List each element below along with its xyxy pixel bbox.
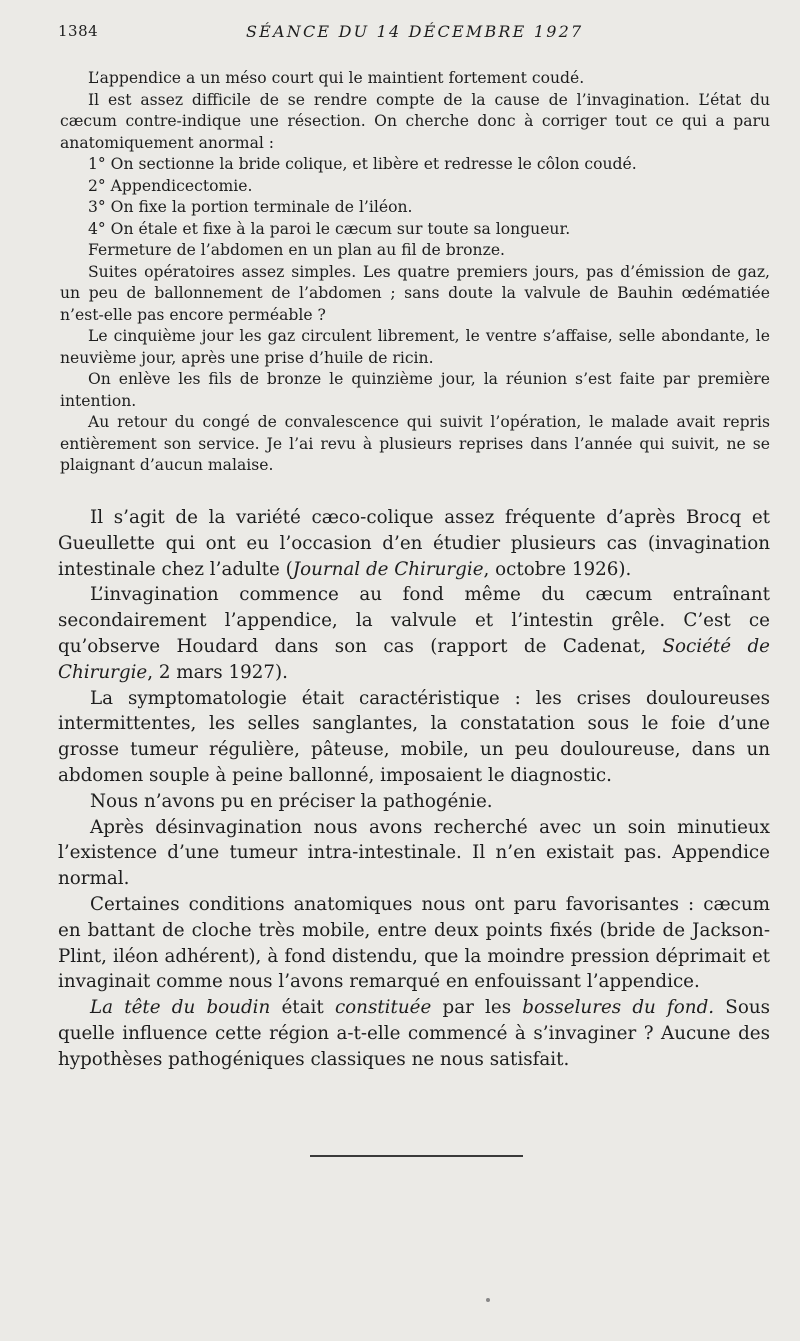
paragraph bbox=[58, 995, 770, 1072]
page-number: 1384 bbox=[58, 22, 99, 40]
text-run: , 2 mars 1927). bbox=[147, 661, 288, 683]
paragraph: Il est assez difficile de se rendre compte de la cause de l’invagination. L’état du cæcum contre-indique une résection. On cherche donc à corriger tout ce qui a paru anatomiquement anormal : bbox=[60, 90, 770, 152]
text-run: L’invagination commence au fond même du cæcum entraînant secondairement l’appendice, la valvule et l’intestin grêle. C’est ce qu’observe Houdard dans son cas (rapport de Cadenat, bbox=[58, 584, 770, 657]
paragraph: Après désinvagination nous avons recherché avec un soin minutieux l’existence d’une tumeur intra-intestinale. Il n’en existait pas. Appendice normal. bbox=[58, 816, 770, 890]
text-run: par les bbox=[431, 997, 523, 1019]
closing-rule bbox=[310, 1155, 523, 1157]
discussion-text bbox=[58, 505, 770, 1073]
case-report-text bbox=[60, 68, 770, 477]
print-speck bbox=[486, 1298, 490, 1302]
journal-title: Journal de Chirurgie bbox=[292, 558, 484, 580]
society-name: Société de Chirurgie bbox=[58, 635, 770, 683]
paragraph: Le cinquième jour les gaz circulent librement, le ventre s’affaise, selle abondante, le neuvième jour, après une prise d’huile de ricin. bbox=[60, 327, 770, 367]
italic-run: constituée bbox=[334, 997, 432, 1019]
paragraph: Au retour du congé de convalescence qui suivit l’opération, le malade avait repris entièrement son service. Je l’ai revu à plusieurs reprises dans l’année qui suivit, ne se plaignant d’aucun malaise. bbox=[60, 413, 770, 474]
list-item: 1° On sectionne la bride colique, et libère et redresse le côlon coudé. bbox=[88, 155, 637, 173]
running-title: SÉANCE DU 14 DÉCEMBRE 1927 bbox=[246, 22, 584, 41]
paragraph: On enlève les fils de bronze le quinzième jour, la réunion s’est faite par première intention. bbox=[60, 370, 770, 410]
italic-run: bosselures du fond. bbox=[522, 997, 715, 1019]
paragraph: Suites opératoires assez simples. Les quatre premiers jours, pas d’émission de gaz, un peu de ballonnement de l’abdomen ; sans doute la valvule de Bauhin œdématiée n’est-elle pas encore perméable ? bbox=[60, 262, 770, 324]
italic-run: La tête du boudin bbox=[90, 997, 271, 1019]
list-item: 2° Appendicectomie. bbox=[88, 176, 253, 195]
text-run: était bbox=[270, 997, 335, 1019]
text-run: Sous quelle influence cette région a-t-elle commencé à s’invaginer ? Aucune des hypothèses pathogéniques classiques ne nous satisfait. bbox=[58, 997, 770, 1070]
text-run: Il s’agit de la variété cæco-colique assez fréquente d’après Brocq et Gueullette qui ont eu l’occasion d’en étudier plusieurs cas (invagination intestinale chez l’adulte ( bbox=[58, 507, 770, 580]
list-item: 3° On fixe la portion terminale de l’iléon. bbox=[88, 198, 413, 216]
paragraph: Certaines conditions anatomiques nous ont paru favorisantes : cæcum en battant de cloche très mobile, entre deux points fixés (bride de Jackson-Plint, iléon adhérent), à fond distendu, que la moindre pression déprimait et invaginait comme nous l’avons remarqué en enfouissant l’appendice. bbox=[58, 893, 770, 993]
paragraph bbox=[58, 582, 770, 685]
paragraph: L’appendice a un méso court qui le maintient fortement coudé. bbox=[88, 69, 585, 87]
list-item: 4° On étale et fixe à la paroi le cæcum sur toute sa longueur. bbox=[88, 219, 571, 238]
page-header bbox=[58, 22, 778, 44]
paragraph: Fermeture de l’abdomen en un plan au fil de bronze. bbox=[88, 241, 506, 259]
paragraph: Nous n’avons pu en préciser la pathogénie. bbox=[90, 790, 493, 812]
paragraph: La symptomatologie était caractéristique : les crises douloureuses intermittentes, les selles sanglantes, la constatation sous le foie d’une grosse tumeur régulière, pâteuse, mobile, un peu douloureuse, dans un abdomen souple à peine ballonné, imposaient le diagnostic. bbox=[58, 687, 770, 786]
paragraph bbox=[58, 505, 770, 582]
text-run: , octobre 1926). bbox=[483, 558, 632, 580]
